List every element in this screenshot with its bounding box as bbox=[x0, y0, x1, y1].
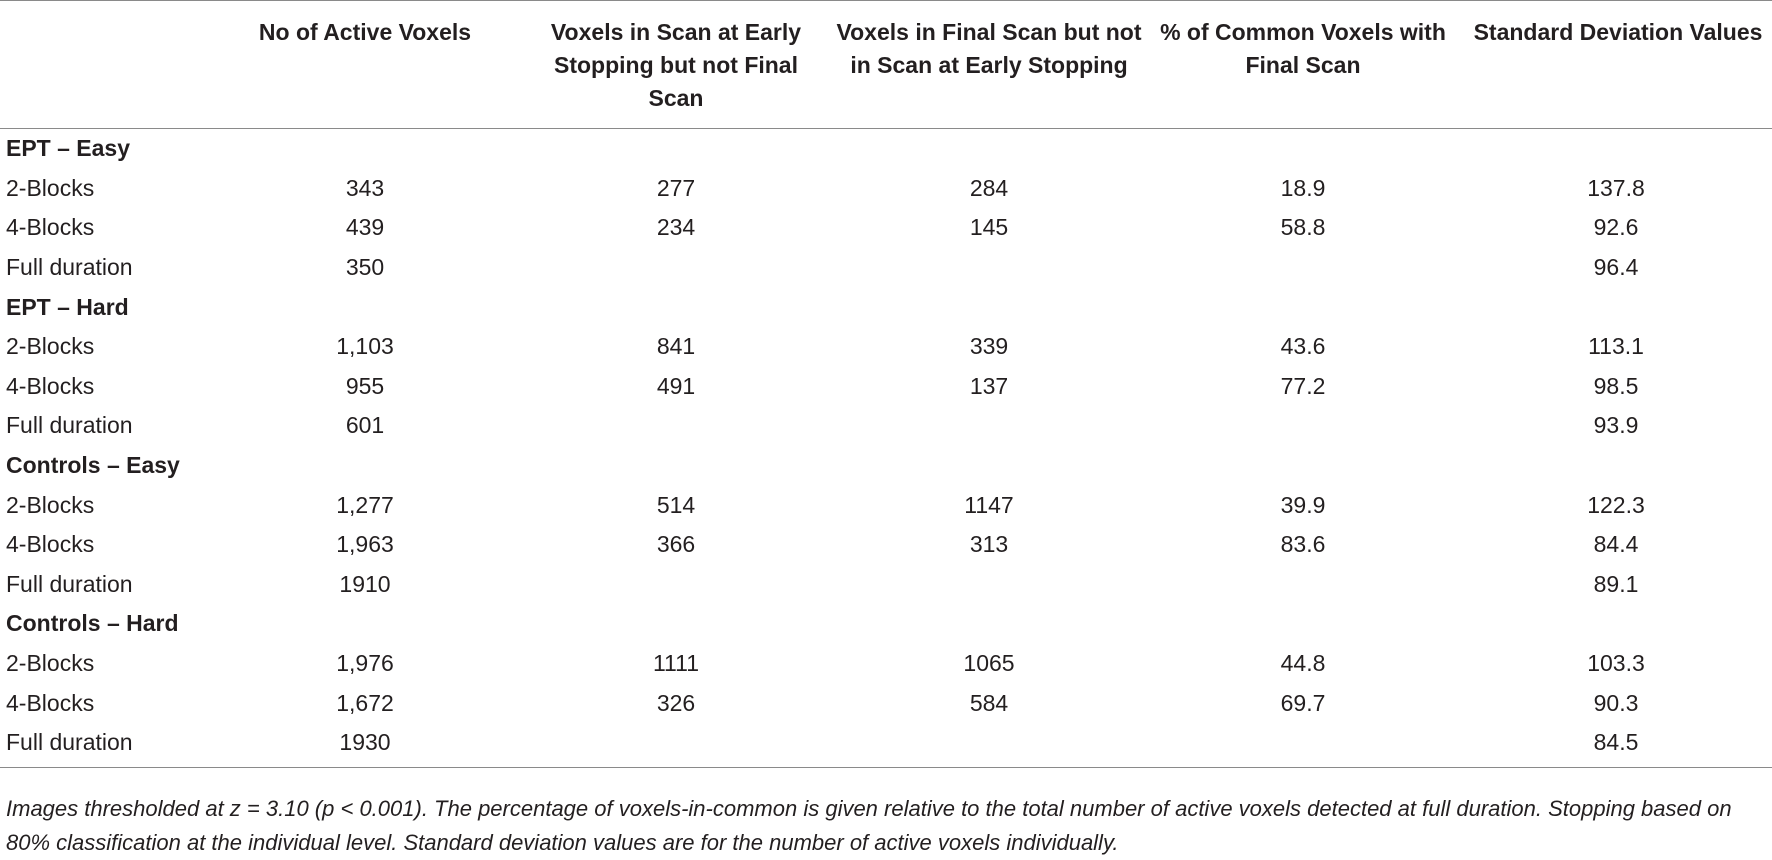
table-cell: 1,963 bbox=[336, 531, 394, 558]
header-common-voxels: % of Common Voxels with Final Scan bbox=[1160, 19, 1446, 78]
table-cell bbox=[1146, 406, 1460, 446]
table-cell bbox=[520, 406, 832, 446]
table-cell bbox=[1146, 248, 1460, 288]
table-cell: 113.1 bbox=[1588, 333, 1644, 360]
table-row bbox=[0, 169, 1772, 209]
table-cell: 1111 bbox=[652, 650, 700, 677]
table-cell: 58.8 bbox=[1280, 214, 1326, 241]
table-cell: 96.4 bbox=[1593, 254, 1639, 281]
table-cell bbox=[832, 406, 1146, 446]
table-cell: 366 bbox=[656, 531, 696, 558]
table-cell: 1,672 bbox=[336, 689, 394, 716]
header-empty bbox=[0, 1, 210, 129]
table-cell bbox=[520, 565, 832, 605]
table-cell: 84.4 bbox=[1593, 531, 1639, 558]
row-label: Full duration bbox=[6, 254, 133, 281]
table-row bbox=[0, 208, 1772, 248]
table-cell: 103.3 bbox=[1587, 650, 1645, 677]
table-row bbox=[0, 248, 1772, 288]
row-label: 4-Blocks bbox=[6, 689, 95, 716]
table-cell: 137 bbox=[969, 372, 1009, 399]
table-cell: 90.3 bbox=[1593, 689, 1639, 716]
table-cell bbox=[832, 723, 1146, 767]
table-cell: 491 bbox=[656, 372, 696, 399]
table-cell: 284 bbox=[969, 174, 1009, 201]
table-header bbox=[0, 1, 1772, 129]
table-cell: 44.8 bbox=[1280, 650, 1326, 677]
group-row bbox=[0, 446, 1772, 486]
header-final-not-early: Voxels in Final Scan but not in Scan at Early Stopping bbox=[836, 19, 1142, 78]
table-cell: 439 bbox=[345, 214, 385, 241]
row-label: 2-Blocks bbox=[6, 333, 95, 360]
table-cell: 1,103 bbox=[336, 333, 394, 360]
table-cell: 1,277 bbox=[336, 491, 394, 518]
group-row bbox=[0, 129, 1772, 169]
row-label: 4-Blocks bbox=[6, 214, 95, 241]
table-cell: 18.9 bbox=[1280, 174, 1326, 201]
table-row bbox=[0, 683, 1772, 723]
table-cell: 313 bbox=[969, 531, 1009, 558]
table-cell: 234 bbox=[656, 214, 696, 241]
header-row bbox=[0, 1, 1772, 129]
table-cell: 77.2 bbox=[1280, 372, 1326, 399]
table-cell: 89.1 bbox=[1593, 570, 1639, 597]
table-cell: 93.9 bbox=[1593, 412, 1639, 439]
table-row bbox=[0, 723, 1772, 767]
table-row bbox=[0, 327, 1772, 367]
header-early-not-final: Voxels in Scan at Early Stopping but not Final Scan bbox=[550, 19, 802, 111]
group-title: Controls – Hard bbox=[6, 610, 179, 637]
table-cell: 83.6 bbox=[1280, 531, 1326, 558]
table-cell: 1065 bbox=[963, 650, 1015, 677]
row-label: 4-Blocks bbox=[6, 372, 95, 399]
table-cell: 43.6 bbox=[1280, 333, 1326, 360]
row-label: 2-Blocks bbox=[6, 491, 95, 518]
header-std-dev: Standard Deviation Values bbox=[1473, 19, 1763, 45]
table-cell: 326 bbox=[656, 689, 696, 716]
table-cell: 137.8 bbox=[1587, 174, 1645, 201]
table-cell: 69.7 bbox=[1280, 689, 1326, 716]
table-cell bbox=[832, 248, 1146, 288]
table-footnote: Images thresholded at z = 3.10 (p < 0.001). The percentage of voxels-in-common is given relative to the total number of active voxels detected at full duration. Stopping based on 80% classification at the individual level. Standard deviation values are for the number of active voxels individually. bbox=[6, 796, 1732, 855]
table-cell: 514 bbox=[656, 491, 696, 518]
table-cell: 1147 bbox=[964, 491, 1014, 518]
table-cell: 98.5 bbox=[1593, 372, 1639, 399]
table-cell bbox=[520, 723, 832, 767]
group-title: EPT – Easy bbox=[6, 135, 131, 162]
table-cell bbox=[1146, 565, 1460, 605]
table-cell: 350 bbox=[345, 254, 385, 281]
table-cell: 1910 bbox=[339, 570, 391, 597]
table-cell: 841 bbox=[656, 333, 696, 360]
row-label: Full duration bbox=[6, 570, 133, 597]
row-label: Full duration bbox=[6, 729, 133, 756]
header-active-voxels: No of Active Voxels bbox=[258, 19, 472, 45]
table-cell: 1,976 bbox=[336, 650, 394, 677]
table-row bbox=[0, 367, 1772, 407]
table-cell bbox=[832, 565, 1146, 605]
row-label: 4-Blocks bbox=[6, 531, 95, 558]
table-row bbox=[0, 565, 1772, 605]
table-cell: 39.9 bbox=[1280, 491, 1326, 518]
table-cell: 584 bbox=[969, 689, 1009, 716]
table-cell: 1930 bbox=[339, 729, 391, 756]
table-cell: 145 bbox=[969, 214, 1009, 241]
table-cell: 343 bbox=[345, 174, 385, 201]
table-row bbox=[0, 525, 1772, 565]
group-title: Controls – Easy bbox=[6, 452, 180, 479]
row-label: 2-Blocks bbox=[6, 650, 95, 677]
table-cell: 92.6 bbox=[1593, 214, 1639, 241]
table-body bbox=[0, 129, 1772, 768]
table-cell: 84.5 bbox=[1593, 729, 1639, 756]
table-cell: 277 bbox=[656, 174, 696, 201]
row-label: 2-Blocks bbox=[6, 174, 95, 201]
table-cell: 955 bbox=[345, 372, 385, 399]
table-cell bbox=[1146, 723, 1460, 767]
group-title: EPT – Hard bbox=[6, 293, 129, 320]
table-row bbox=[0, 406, 1772, 446]
table-row bbox=[0, 485, 1772, 525]
group-row bbox=[0, 604, 1772, 644]
table-cell bbox=[520, 248, 832, 288]
table-cell: 122.3 bbox=[1587, 491, 1645, 518]
table-row bbox=[0, 644, 1772, 684]
group-row bbox=[0, 287, 1772, 327]
table-cell: 601 bbox=[345, 412, 385, 439]
table-cell: 339 bbox=[969, 333, 1009, 360]
row-label: Full duration bbox=[6, 412, 133, 439]
